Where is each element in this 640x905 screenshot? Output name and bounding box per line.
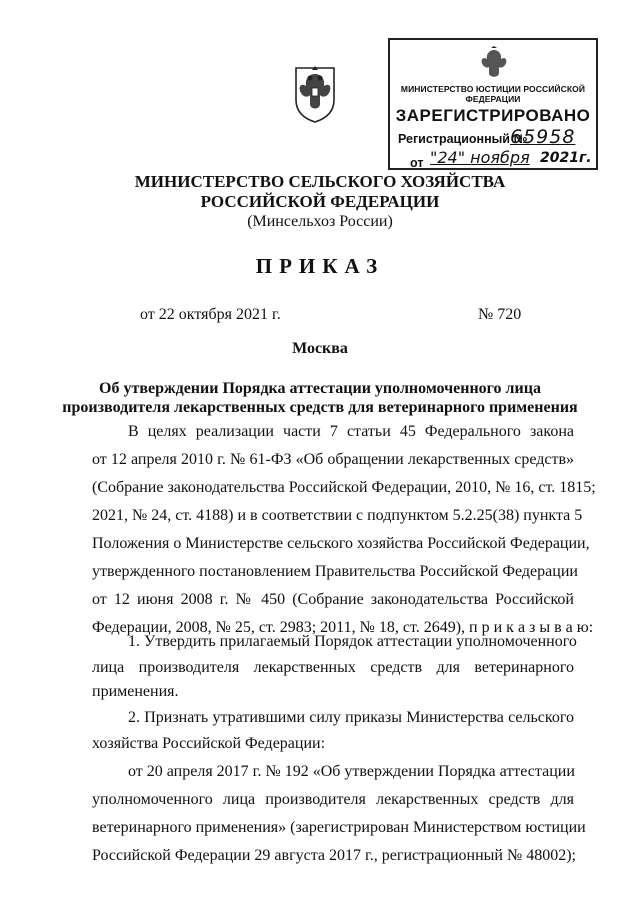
body-line: утвержденного постановлением Правительства Российской Федерации [92,563,578,580]
ministry-title-line1: МИНИСТЕРСТВО СЕЛЬСКОГО ХОЗЯЙСТВА [134,172,506,191]
body-line: (Собрание законодательства Российской Федерации, 2010, № 16, ст. 1815; [92,479,596,496]
body-line: от 12 апреля 2010 г. № 61-ФЗ «Об обращении лекарственных средств» [92,451,574,468]
stamp-emblem-icon [474,46,514,82]
order-number: № 720 [478,306,522,323]
stamp-date-value: "24" ноября [430,148,530,167]
order-date: от 22 октября 2021 г. [140,306,281,323]
subject-line-2: производителя лекарственных средств для ветеринарного применения [62,399,578,416]
stamp-reg-number: 65958 [510,126,576,148]
body-line: уполномоченного лица производителя лекарственных средств для [92,791,574,808]
stamp-registered-text: ЗАРЕГИСТРИРОВАНО [395,106,591,125]
stamp-year: 2021г. [540,150,592,166]
body-line: от 20 апреля 2017 г. № 192 «Об утверждении Порядка аттестации [128,763,575,780]
document-type-title: ПРИКАЗ [255,254,385,278]
stamp-reg-number-label: Регистрационный № [398,132,528,146]
body-line: лица производителя лекарственных средств для ветеринарного [92,659,574,676]
ministry-short-name: (Минсельхоз России) [247,213,393,230]
body-line: Положения о Министерстве сельского хозяйства Российской Федерации, [92,535,590,552]
body-line: 1. Утвердить прилагаемый Порядок аттестации уполномоченного [128,633,577,650]
stamp-date-label: от [410,156,424,170]
body-line: В целях реализации части 7 статьи 45 Федерального закона [128,423,574,440]
ministry-title-line2: РОССИЙСКОЙ ФЕДЕРАЦИИ [200,192,440,211]
body-line: Российской Федерации 29 августа 2017 г., регистрационный № 48002); [92,847,576,864]
body-line: от 12 июня 2008 г. № 450 (Собрание законодательства Российской [92,591,574,608]
body-line: 2021, № 24, ст. 4188) и в соответствии с подпунктом 5.2.25(38) пункта 5 [92,507,583,524]
stamp-ministry-text: МИНИСТЕРСТВО ЮСТИЦИИ РОССИЙСКОЙ ФЕДЕРАЦИИ [400,84,586,104]
registration-stamp [388,38,598,170]
body-line: применения. [92,683,179,700]
coat-of-arms-emblem [288,60,342,124]
body-line: хозяйства Российской Федерации: [92,735,326,752]
subject-line-1: Об утверждении Порядка аттестации уполномоченного лица [99,380,541,397]
body-line: ветеринарного применения» (зарегистрирован Министерством юстиции [92,819,586,836]
body-line: 2. Признать утратившими силу приказы Министерства сельского [128,709,574,726]
city: Москва [292,340,348,357]
body-line: Федерации, 2008, № 25, ст. 2983; 2011, № 18, ст. 2649), п р и к а з ы в а ю: [92,619,594,636]
